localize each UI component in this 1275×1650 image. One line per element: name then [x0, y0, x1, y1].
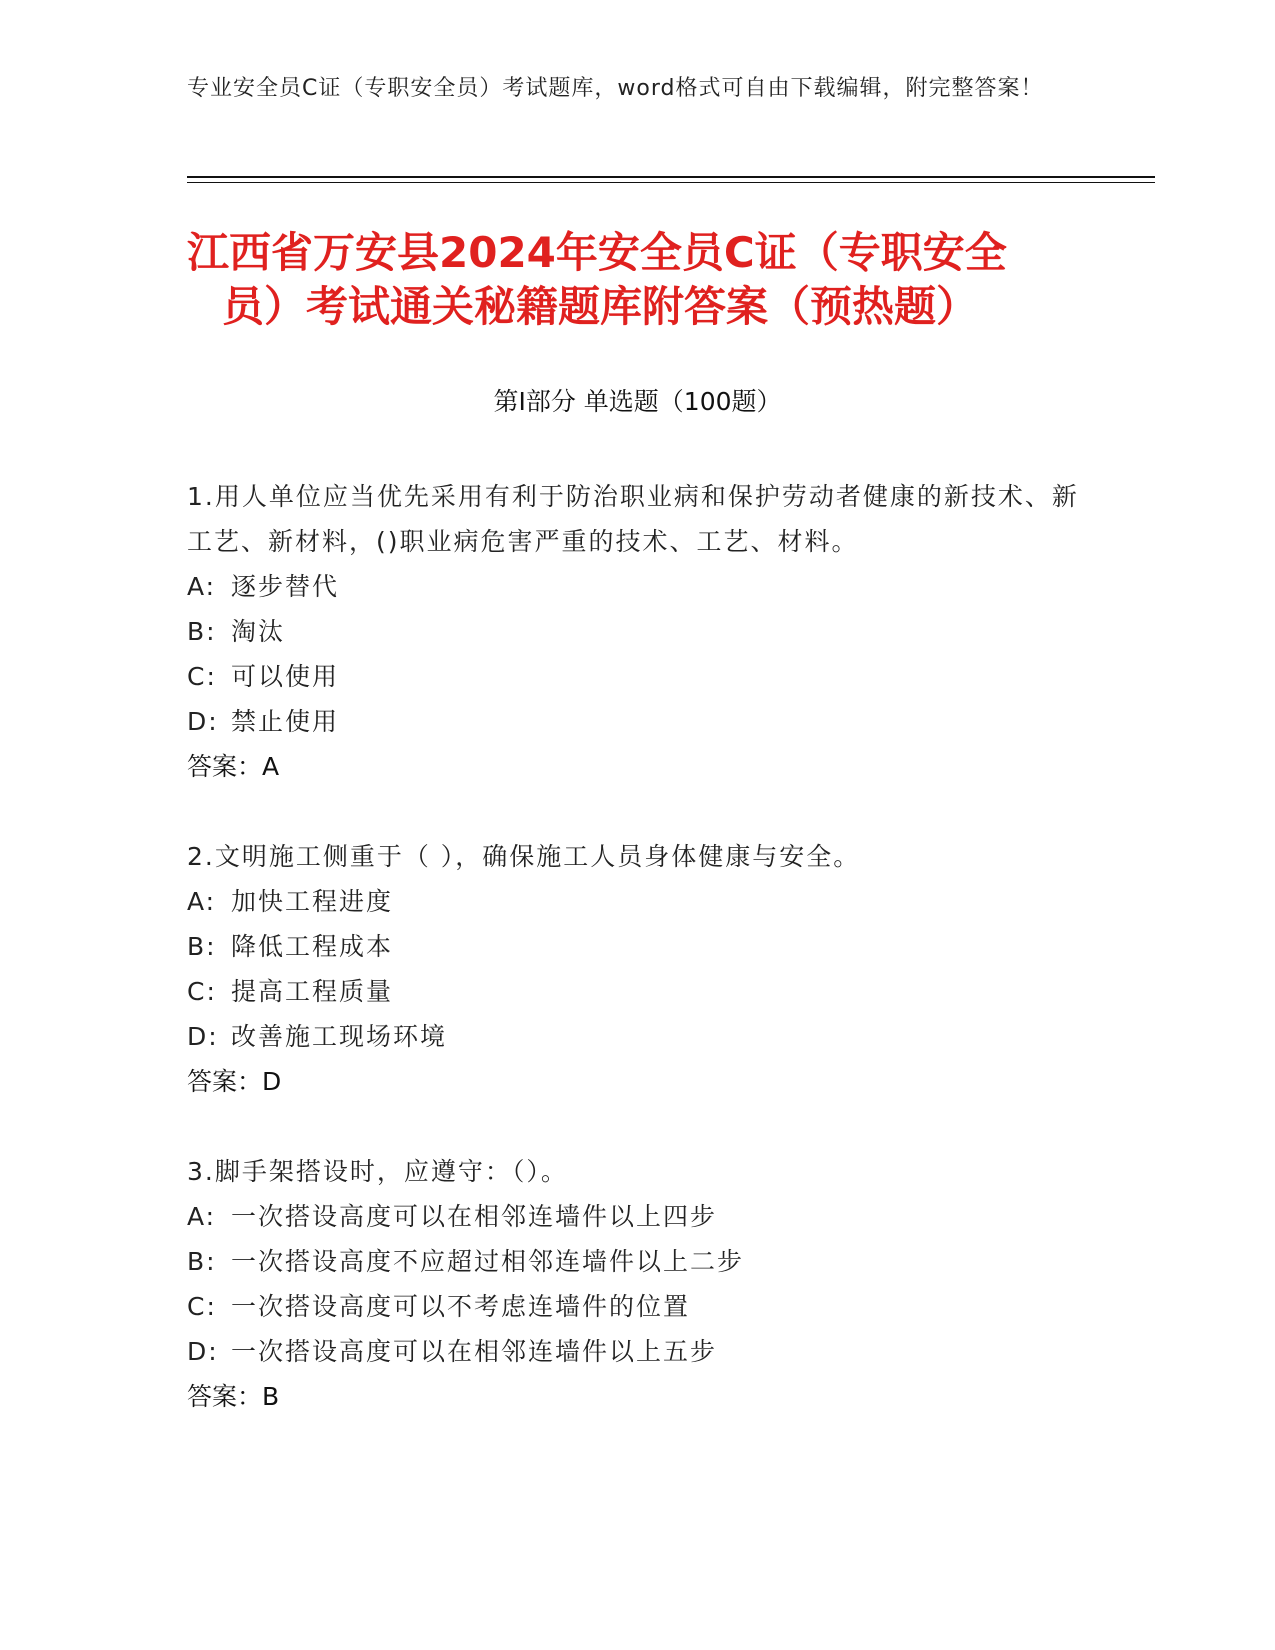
header-divider-thin [187, 182, 1155, 183]
option-a [187, 564, 1087, 609]
option-text: 淘汰 [231, 617, 286, 646]
option-text: 禁止使用 [231, 707, 340, 736]
option-letter: A: [187, 1202, 217, 1231]
header-divider-thick [187, 176, 1155, 178]
question-2 [187, 834, 1087, 1104]
option-text: 降低工程成本 [231, 932, 394, 961]
option-text: 一次搭设高度可以在相邻连墙件以上四步 [231, 1202, 718, 1231]
option-text: 可以使用 [231, 662, 340, 691]
question-stem: 2.文明施工侧重于（ ），确保施工人员身体健康与安全。 [187, 842, 861, 871]
option-c [187, 654, 1087, 699]
question-stem: 1.用人单位应当优先采用有利于防治职业病和保护劳动者健康的新技术、新工艺、新材料，()职业病危害严重的技术、工艺、材料。 [187, 482, 1079, 556]
option-letter: A: [187, 887, 217, 916]
option-letter: B: [187, 617, 217, 646]
header-note: 专业安全员C证（专职安全员）考试题库，word格式可自由下载编辑，附完整答案！ [187, 76, 1044, 101]
option-letter: B: [187, 1247, 217, 1276]
question-stem: 3.脚手架搭设时，应遵守：（）。 [187, 1157, 568, 1186]
answer-line: 答案：B [187, 1382, 280, 1411]
option-letter: D: [187, 707, 219, 736]
question-1 [187, 474, 1087, 789]
option-a [187, 1194, 1087, 1239]
option-text: 逐步替代 [231, 572, 340, 601]
document-title [187, 226, 1107, 334]
option-text: 一次搭设高度不应超过相邻连墙件以上二步 [231, 1247, 745, 1276]
option-letter: C: [187, 1292, 217, 1321]
answer-line: 答案：A [187, 752, 280, 781]
option-b [187, 924, 1087, 969]
option-letter: C: [187, 662, 217, 691]
answer-line: 答案：D [187, 1067, 282, 1096]
option-letter: D: [187, 1022, 219, 1051]
question-list [187, 474, 1087, 1464]
option-d [187, 699, 1087, 744]
question-3 [187, 1149, 1087, 1419]
option-text: 提高工程质量 [231, 977, 394, 1006]
option-b [187, 1239, 1087, 1284]
option-text: 一次搭设高度可以不考虑连墙件的位置 [231, 1292, 691, 1321]
option-letter: C: [187, 977, 217, 1006]
option-letter: D: [187, 1337, 219, 1366]
option-a [187, 879, 1087, 924]
option-text: 加快工程进度 [231, 887, 394, 916]
option-d [187, 1329, 1087, 1374]
option-c [187, 1284, 1087, 1329]
option-c [187, 969, 1087, 1014]
option-d [187, 1014, 1087, 1059]
option-text: 一次搭设高度可以在相邻连墙件以上五步 [231, 1337, 718, 1366]
section-heading: 第I部分 单选题（100题） [493, 387, 782, 416]
option-b [187, 609, 1087, 654]
option-letter: A: [187, 572, 217, 601]
document-title-line-2: 员）考试通关秘籍题库附答案（预热题） [222, 282, 979, 331]
option-letter: B: [187, 932, 217, 961]
document-title-line-1: 江西省万安县2024年安全员C证（专职安全 [187, 228, 1007, 277]
option-text: 改善施工现场环境 [231, 1022, 448, 1051]
